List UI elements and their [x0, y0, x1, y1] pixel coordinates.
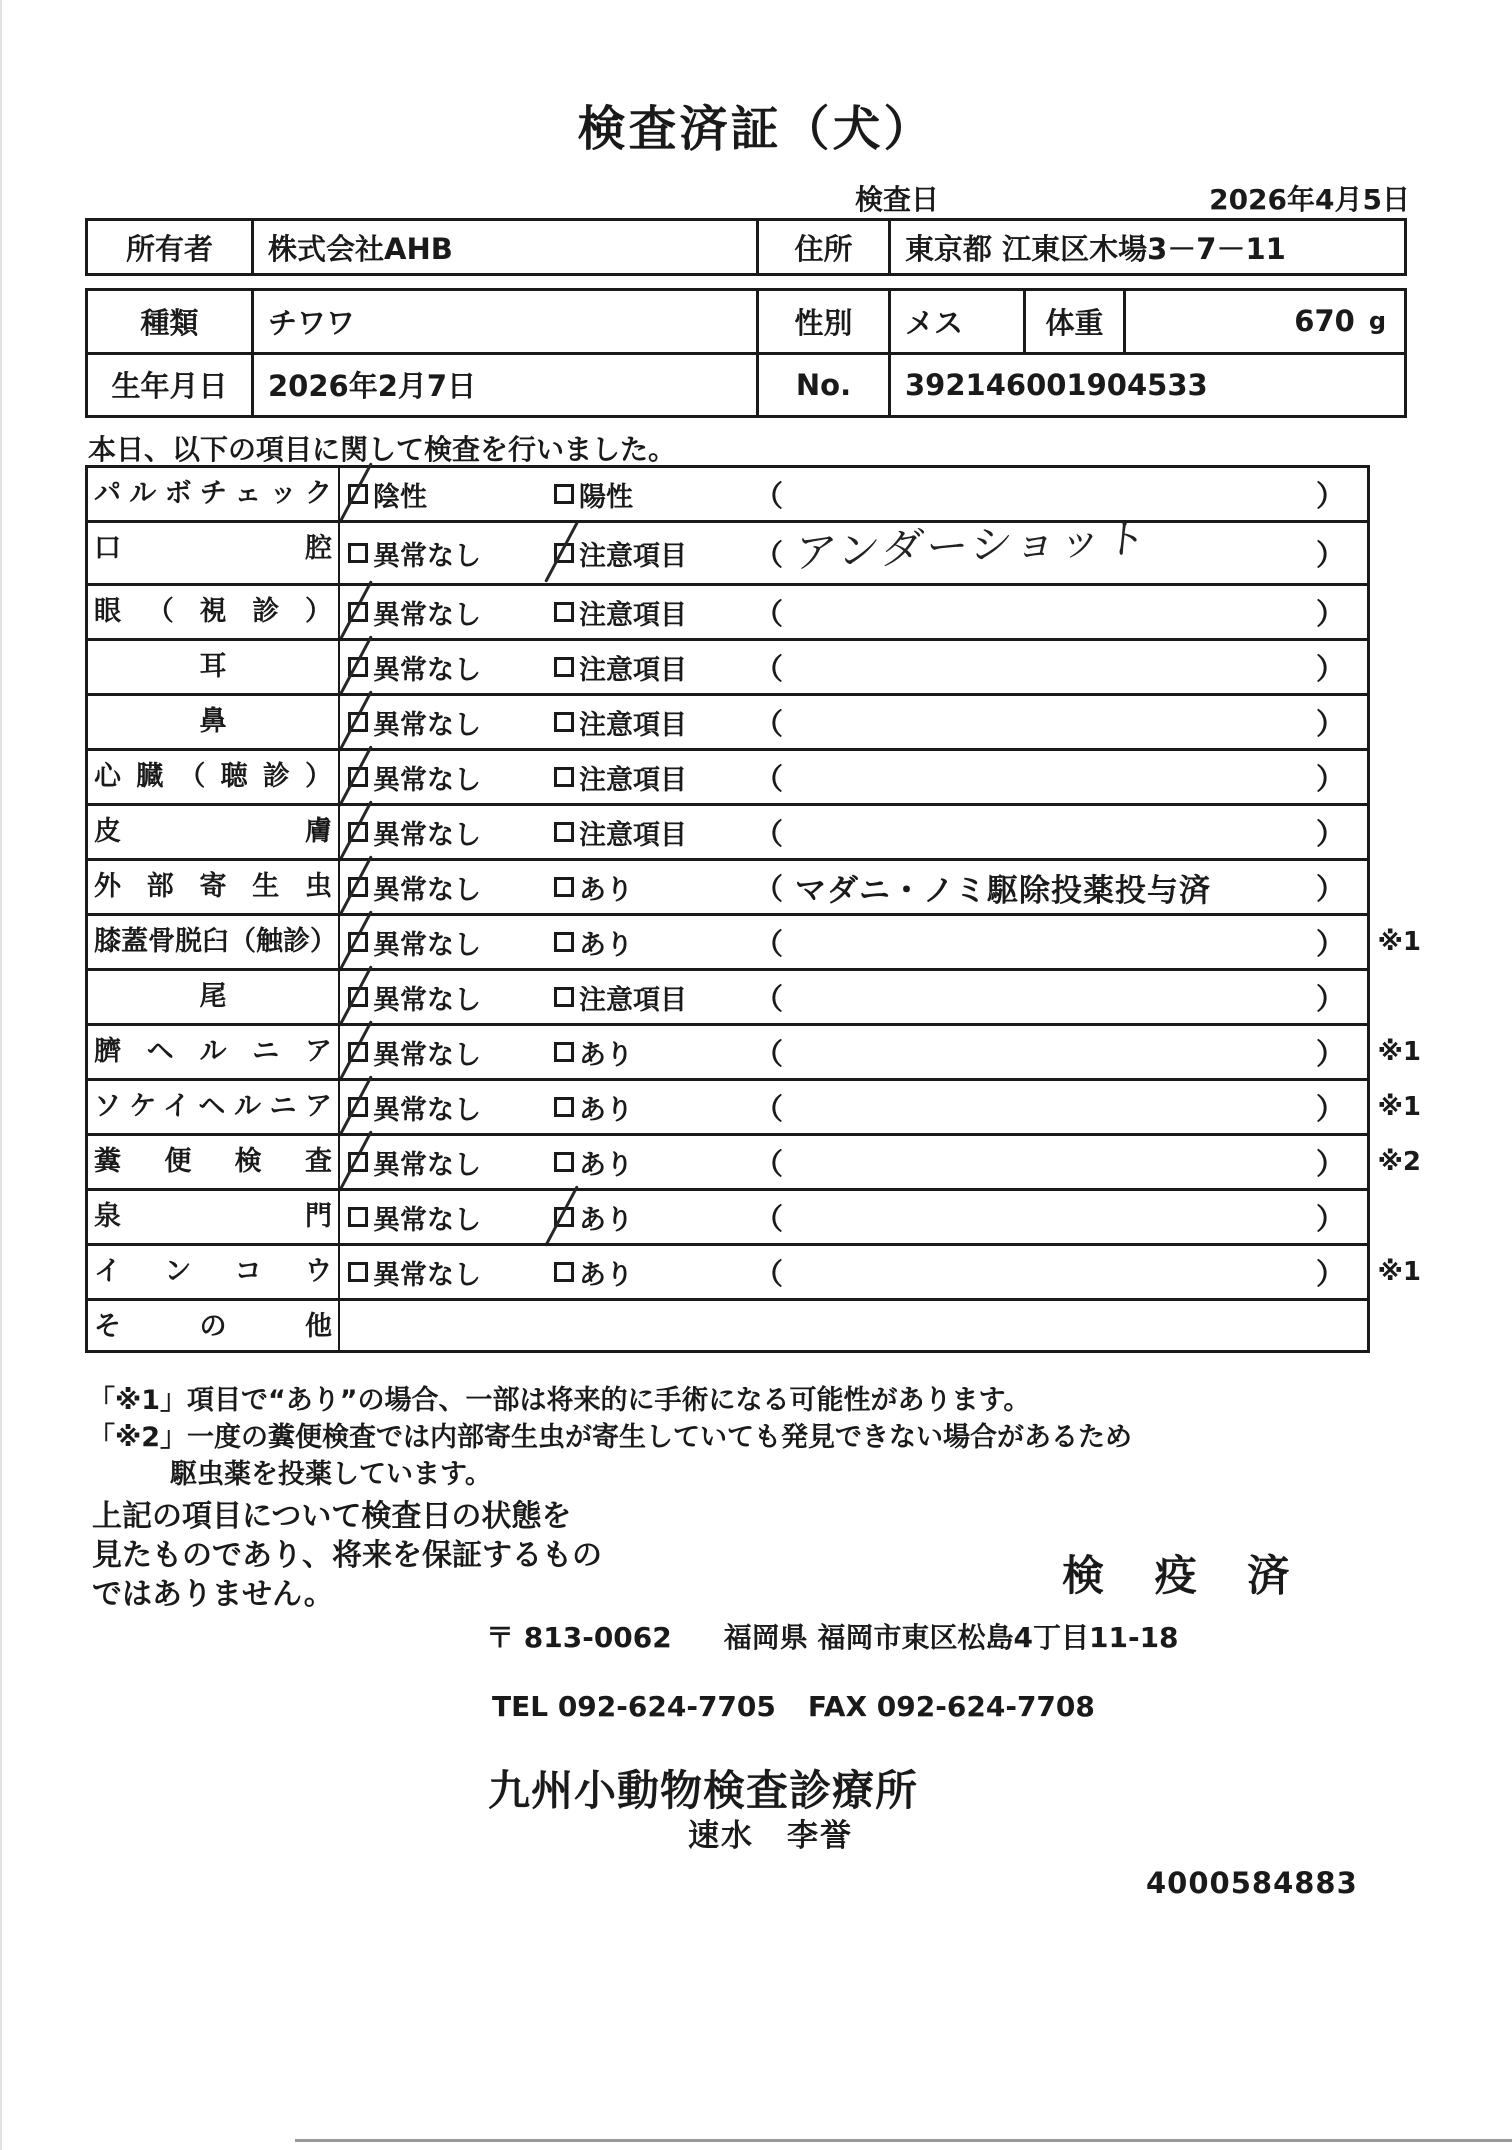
checkbox — [348, 987, 368, 1007]
option-label: 異常なし — [373, 764, 481, 796]
remarks-parens: （ ） — [754, 981, 1345, 1016]
footnote-ref: ※2 — [1377, 1147, 1421, 1177]
no-label: No. — [756, 355, 888, 416]
option-label: 注意項目 — [579, 540, 687, 572]
option-label: 注意項目 — [579, 599, 687, 631]
weight-number: 670 — [1294, 304, 1355, 339]
footnote-2-continued: 駆虫薬を投薬しています。 — [170, 1459, 492, 1490]
option-normal — [348, 758, 554, 797]
clinic-address: 福岡県 福岡市東区松島4丁目11-18 — [723, 1621, 1179, 1654]
checkmark-slash — [338, 855, 373, 916]
serial-number: 4000584883 — [1146, 1866, 1358, 1900]
scan-edge — [0, 0, 2, 2150]
checkbox — [348, 602, 368, 622]
option-label: 注意項目 — [579, 654, 687, 686]
checkbox — [554, 1152, 574, 1172]
footnote-2: 「※2」一度の糞便検査では内部寄生虫が寄生していても発見できない場合があるため — [88, 1422, 1133, 1453]
footnote-ref: ※1 — [1377, 1257, 1421, 1287]
row-content — [340, 512, 1367, 583]
option-label: 異常なし — [373, 819, 481, 851]
row-content — [340, 1026, 1367, 1078]
sex-value: メス — [888, 291, 1023, 352]
species-row — [88, 291, 1404, 352]
row-content — [340, 1136, 1367, 1188]
weight-unit: g — [1368, 307, 1386, 336]
address-label: 住所 — [756, 221, 888, 273]
row-content — [340, 1301, 1367, 1353]
table-row-eyes — [88, 583, 1367, 638]
table-row-tail — [88, 968, 1367, 1023]
checkbox — [348, 1262, 368, 1282]
item-label: 膝蓋骨脱臼（触診） — [88, 916, 340, 968]
scan-artifact-line — [295, 2139, 1512, 2142]
remarks-parens: （ ） — [754, 1256, 1345, 1291]
option-caution — [554, 648, 754, 687]
checkmark-slash — [338, 1130, 373, 1191]
option-label: あり — [579, 1149, 633, 1181]
clinic-address-line — [486, 1616, 1179, 1656]
remarks-parens: （ ） — [754, 651, 1345, 686]
row-content — [340, 586, 1367, 638]
option-label: あり — [579, 929, 633, 961]
checkbox — [554, 822, 574, 842]
option-normal — [348, 534, 554, 573]
remarks-value: マダニ・ノミ駆除投薬投与済 — [795, 872, 1212, 909]
item-label: その他 — [88, 1301, 340, 1353]
inspection-date-value: 2026年4月5日 — [1209, 183, 1410, 216]
checkbox — [348, 543, 368, 563]
checkbox — [554, 657, 574, 677]
checkbox — [554, 1042, 574, 1062]
option-label: 異常なし — [373, 599, 481, 631]
option-normal — [348, 978, 554, 1017]
page-title: 検査済証（犬） — [577, 101, 935, 157]
option-normal — [348, 1253, 554, 1292]
option-normal — [348, 1198, 554, 1237]
option-label: 異常なし — [373, 874, 481, 906]
option-label: あり — [579, 1204, 633, 1236]
option-caution — [554, 978, 754, 1017]
checkmark-slash — [338, 745, 373, 806]
row-content — [340, 806, 1367, 858]
table-row-skin — [88, 803, 1367, 858]
checkbox — [348, 822, 368, 842]
row-content — [340, 1246, 1367, 1298]
disclaimer-text — [92, 1497, 602, 1614]
option-label: 異常なし — [373, 984, 481, 1016]
option-normal — [348, 703, 554, 742]
weight-label: 体重 — [1023, 291, 1123, 352]
checkmark-slash — [338, 1075, 373, 1136]
remarks-parens: （ ） — [754, 478, 1345, 513]
option-label: 異常なし — [373, 540, 481, 572]
row-content — [340, 1081, 1367, 1133]
option-label: 異常なし — [373, 709, 481, 741]
table-row-umbilical-hernia — [88, 1023, 1421, 1078]
remarks-parens: （ ） — [754, 816, 1345, 851]
checkmark-slash — [338, 635, 373, 696]
footnote-ref: ※1 — [1377, 927, 1421, 957]
quarantine-stamp: 検 疫 済 — [1062, 1551, 1308, 1600]
option-label: 注意項目 — [579, 709, 687, 741]
table-row-inkou — [88, 1243, 1421, 1298]
sex-label: 性別 — [756, 291, 888, 352]
table-row-inguinal-hernia — [88, 1078, 1421, 1133]
remarks-parens: （ アンダーショット ） — [754, 523, 1367, 583]
option-present — [554, 923, 754, 962]
table-row-mouth — [88, 512, 1367, 583]
row-content — [340, 916, 1367, 968]
option-normal — [348, 1088, 554, 1127]
option-label: 陰性 — [373, 481, 427, 513]
option-label: あり — [579, 1094, 633, 1126]
checkbox — [348, 484, 368, 504]
option-normal — [348, 813, 554, 852]
checkbox — [348, 1207, 368, 1227]
checkbox — [554, 1207, 574, 1227]
species-value: チワワ — [251, 291, 756, 352]
remarks-parens: （ ） — [754, 761, 1345, 796]
clinic-tel-line — [492, 1690, 1095, 1723]
table-row-ears — [88, 638, 1367, 693]
checkbox — [348, 657, 368, 677]
option-label: あり — [579, 1039, 633, 1071]
option-negative — [348, 475, 554, 514]
intro-sentence: 本日、以下の項目に関して検査を行いました。 — [88, 433, 677, 466]
row-content — [340, 1191, 1367, 1243]
item-label: 耳 — [88, 641, 340, 693]
checkbox — [554, 1262, 574, 1282]
option-caution — [554, 534, 754, 573]
pet-info-table — [85, 288, 1407, 418]
option-present — [554, 868, 754, 907]
option-label: 異常なし — [373, 1094, 481, 1126]
item-label: 眼（視診） — [88, 586, 340, 638]
option-present — [554, 1198, 754, 1237]
footnote-1: 「※1」項目で“あり”の場合、一部は将来的に手術になる可能性があります。 — [88, 1385, 1031, 1416]
remarks-parens: （ ） — [754, 926, 1345, 961]
checkmark-slash — [338, 580, 373, 641]
owner-label: 所有者 — [125, 231, 213, 266]
option-normal — [348, 868, 554, 907]
option-caution — [554, 813, 754, 852]
option-label: 異常なし — [373, 929, 481, 961]
checkbox — [348, 1097, 368, 1117]
checkmark-slash — [338, 910, 373, 971]
checkmark-slash — [338, 1020, 373, 1081]
owner-row — [88, 221, 1404, 273]
inspection-table — [85, 465, 1421, 1353]
option-caution — [554, 593, 754, 632]
checkbox — [554, 543, 574, 563]
table-row-parasites — [88, 858, 1367, 913]
checkbox — [348, 1152, 368, 1172]
option-label: 陽性 — [579, 481, 633, 513]
checkmark-slash — [338, 965, 373, 1026]
checkbox — [554, 767, 574, 787]
item-label: 皮膚 — [88, 806, 340, 858]
checkbox — [554, 987, 574, 1007]
item-label: 臍ヘルニア — [88, 1026, 340, 1078]
option-caution — [554, 703, 754, 742]
checkbox — [348, 712, 368, 732]
table-row-patella — [88, 913, 1421, 968]
checkbox — [554, 484, 574, 504]
option-label: 異常なし — [373, 654, 481, 686]
remarks-parens: （ ） — [754, 1091, 1345, 1126]
option-label: 注意項目 — [579, 819, 687, 851]
item-label: 口腔 — [88, 523, 340, 583]
item-label: ソケイヘルニア — [88, 1081, 340, 1133]
item-label: パルボチェック — [88, 468, 340, 520]
item-label: 鼻 — [88, 696, 340, 748]
item-label: 泉門 — [88, 1191, 340, 1243]
clinic-name: 九州小動物検査診療所 — [488, 1766, 919, 1815]
veterinarian-name: 速水 李誉 — [688, 1818, 853, 1854]
item-label: 外部寄生虫 — [88, 861, 340, 913]
footnote-ref: ※1 — [1377, 1092, 1421, 1122]
clinic-postal-code: 〒 813-0062 — [486, 1621, 672, 1654]
table-row-heart — [88, 748, 1367, 803]
table-row-fontanelle — [88, 1188, 1367, 1243]
option-label: 注意項目 — [579, 984, 687, 1016]
option-label: 異常なし — [373, 1259, 481, 1291]
checkbox — [348, 877, 368, 897]
row-content — [340, 641, 1367, 693]
species-label: 種類 — [140, 305, 199, 340]
address-value: 東京都 江東区木場3－7－11 — [888, 221, 1404, 273]
row-content — [340, 751, 1367, 803]
option-present — [554, 1033, 754, 1072]
checkmark-slash — [338, 690, 373, 751]
no-value: 392146001904533 — [888, 355, 1404, 416]
item-label: インコウ — [88, 1246, 340, 1298]
checkbox — [348, 767, 368, 787]
checkbox — [348, 1042, 368, 1062]
option-label: あり — [579, 874, 633, 906]
checkbox — [554, 712, 574, 732]
option-normal — [348, 648, 554, 687]
birth-value: 2026年2月7日 — [251, 355, 756, 416]
item-label: 尾 — [88, 971, 340, 1023]
inspection-date-label: 検査日 — [855, 183, 940, 216]
disclaimer-line-2: 見たものであり、将来を保証するもの — [92, 1538, 602, 1573]
item-label: 心臓（聴診） — [88, 751, 340, 803]
disclaimer-line-1: 上記の項目について検査日の状態を — [92, 1499, 572, 1534]
table-row-other — [88, 1298, 1367, 1353]
row-content — [340, 696, 1367, 748]
table-row-fecal-exam — [88, 1133, 1421, 1188]
checkmark-slash — [338, 800, 373, 861]
checkbox — [554, 932, 574, 952]
owner-value: 株式会社AHB — [251, 221, 756, 273]
remarks-parens: （ ） — [754, 1036, 1345, 1071]
owner-table — [85, 218, 1407, 276]
option-label: 異常なし — [373, 1149, 481, 1181]
option-caution — [554, 758, 754, 797]
option-normal — [348, 1033, 554, 1072]
weight-value — [1123, 291, 1404, 352]
checkbox — [554, 877, 574, 897]
option-present — [554, 1253, 754, 1292]
remarks-parens: （ ） — [754, 1201, 1345, 1236]
disclaimer-line-3: ではありません。 — [92, 1577, 334, 1612]
option-label: 注意項目 — [579, 764, 687, 796]
option-label: 異常なし — [373, 1039, 481, 1071]
clinic-tel: TEL 092-624-7705 — [492, 1690, 776, 1723]
remarks-parens: （ マダニ・ノミ駆除投薬投与済 ） — [754, 865, 1367, 910]
option-present — [554, 1088, 754, 1127]
option-present — [554, 1143, 754, 1182]
option-normal — [348, 923, 554, 962]
birth-label: 生年月日 — [111, 369, 228, 404]
item-label: 糞便検査 — [88, 1136, 340, 1188]
footnote-ref: ※1 — [1377, 1037, 1421, 1067]
option-label: 異常なし — [373, 1204, 481, 1236]
checkbox — [348, 932, 368, 952]
birth-row — [88, 352, 1404, 416]
row-content — [340, 861, 1367, 913]
clinic-fax: FAX 092-624-7708 — [807, 1690, 1095, 1723]
remarks-parens: （ ） — [754, 1146, 1345, 1181]
checkmark-slash — [338, 462, 373, 523]
option-positive — [554, 475, 754, 514]
checkbox — [554, 602, 574, 622]
option-label: あり — [579, 1259, 633, 1291]
remarks-parens: （ ） — [754, 706, 1345, 741]
handwritten-remark: アンダーショット — [792, 512, 1152, 578]
row-content — [340, 971, 1367, 1023]
table-row-nose — [88, 693, 1367, 748]
remarks-parens: （ ） — [754, 596, 1345, 631]
option-normal — [348, 593, 554, 632]
checkbox — [554, 1097, 574, 1117]
option-normal — [348, 1143, 554, 1182]
